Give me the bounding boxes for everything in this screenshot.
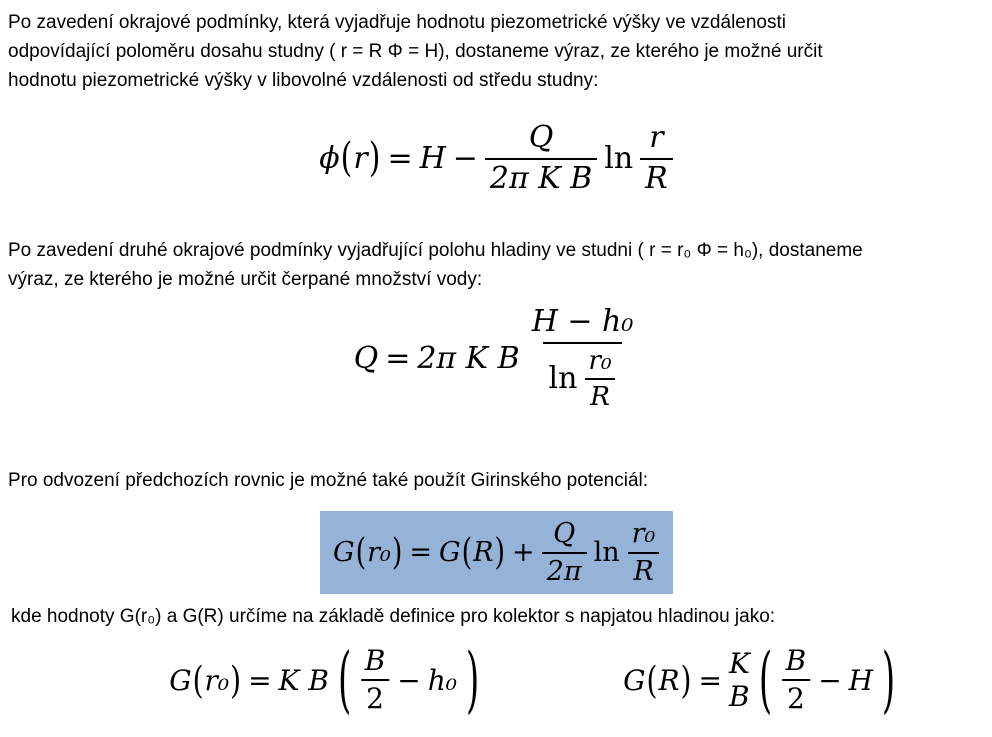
open-paren: ( [192,657,204,703]
minus-sign: − [452,141,478,176]
math-var-r: r [353,141,368,176]
text-line: odpovídající poloměru dosahu studny ( r = R Φ = H), dostaneme výraz, ze kterého je možné určit [8,41,823,62]
coefficient-KB: K B [728,647,750,714]
big-close-paren: ) [881,637,896,722]
math-var-G: G [169,663,192,697]
math-var-r0: r₀ [367,537,391,568]
fraction-Q-over-2piKB [485,121,597,196]
paragraph-definitions-intro [11,602,775,631]
fraction-main [527,305,639,412]
fraction-numerator: r₀ [588,344,612,376]
fraction-numerator: r [649,120,664,155]
minus-sign: − [818,663,842,697]
paragraph-boundary-condition-2 [8,236,863,294]
text-line: hodnotu piezometrické výšky v libovolné vzdálenosti od středu studny: [8,70,599,91]
equals-sign: = [248,663,272,697]
ln-operator: ln [604,141,634,176]
math-var-H: H [848,663,874,697]
fraction-numerator: B [785,644,807,677]
formula-piezometric-head [0,121,992,196]
close-paren: ) [368,134,381,182]
fraction-denominator: R [628,552,658,587]
open-paren: ( [461,531,473,574]
fraction-denominator: 2 [782,679,810,715]
paragraph-girinsky-intro [8,466,648,495]
close-paren: ) [680,657,692,703]
fraction-r-over-R [640,121,673,196]
fraction-denominator: R [640,158,673,197]
plus-sign: + [512,537,535,568]
math-var-Q: Q [353,341,379,377]
close-paren: ) [230,657,242,703]
function-phi-of-r [319,134,381,182]
fraction-numerator: r₀ [631,518,656,550]
formula-highlight-box [320,511,673,594]
fraction-denominator [543,342,621,413]
coefficient-2piKB: 2π K B [417,341,520,377]
open-paren: ( [355,531,367,574]
equals-sign: = [698,663,722,697]
math-var-G: G [439,537,461,568]
big-close-paren: ) [465,637,480,722]
close-paren: ) [391,531,403,574]
fraction-denominator: 2π K B [485,158,597,197]
paragraph-boundary-condition-1 [8,8,823,95]
fraction-B-over-2 [360,645,391,715]
text-line: Pro odvození předchozích rovnic je možné také použít Girinského potenciál: [8,470,649,491]
function-G-of-R [623,657,692,703]
equals-sign: = [409,537,433,568]
math-var-G: G [333,537,355,568]
formula-G-r0-definition [169,637,481,722]
minus-sign: − [397,663,421,697]
fraction-denominator: 2π [542,552,587,587]
math-var-r0: r₀ [204,663,230,697]
fraction-numerator: B [364,644,386,677]
fraction-r0-over-R [583,346,616,413]
fraction-numerator: H − h₀ [531,304,634,339]
math-var-h0: h₀ [427,663,458,697]
function-G-of-r0 [333,531,403,574]
fraction-Q-over-2pi [542,518,587,586]
open-paren: ( [646,657,658,703]
equals-sign: = [385,341,411,377]
fraction-r0-over-R [627,518,661,586]
fraction-B-over-2 [781,645,812,715]
math-var-G: G [623,663,646,697]
text-line: Po zavedení okrajové podmínky, která vyjadřuje hodnotu piezometrické výšky ve vzdálenosti [8,12,786,33]
coefficient-KB: K B [278,663,329,697]
math-var-R: R [473,537,494,568]
open-paren: ( [340,134,353,182]
formula-girinsky-potential [320,511,673,594]
math-var-R: R [658,663,680,697]
text-line: Po zavedení druhé okrajové podmínky vyjadřující polohu hladiny ve studni ( r = r₀ Φ = h₀), dostaneme [8,240,863,261]
formula-pumping-rate [0,305,992,412]
close-paren: ) [494,531,506,574]
text-line: výraz, ze kterého je možné určit čerpané množství vody: [8,269,483,290]
function-G-of-r0 [169,657,242,703]
text-line: kde hodnoty G(r₀) a G(R) určíme na základě definice pro kolektor s napjatou hladinou jako: [11,606,776,627]
ln-operator: ln [548,360,578,396]
fraction-denominator: R [585,378,615,412]
equals-sign: = [387,141,413,176]
function-G-of-R [439,531,506,574]
fraction-numerator: Q [528,120,554,155]
math-var-H: H [419,141,446,176]
big-open-paren: ( [758,637,772,722]
math-symbol-phi: ϕ [319,141,340,176]
fraction-denominator: 2 [361,679,389,715]
fraction-numerator: Q [553,518,576,550]
formula-G-R-definition [623,637,897,722]
ln-operator: ln [593,537,620,568]
big-open-paren: ( [337,637,351,722]
